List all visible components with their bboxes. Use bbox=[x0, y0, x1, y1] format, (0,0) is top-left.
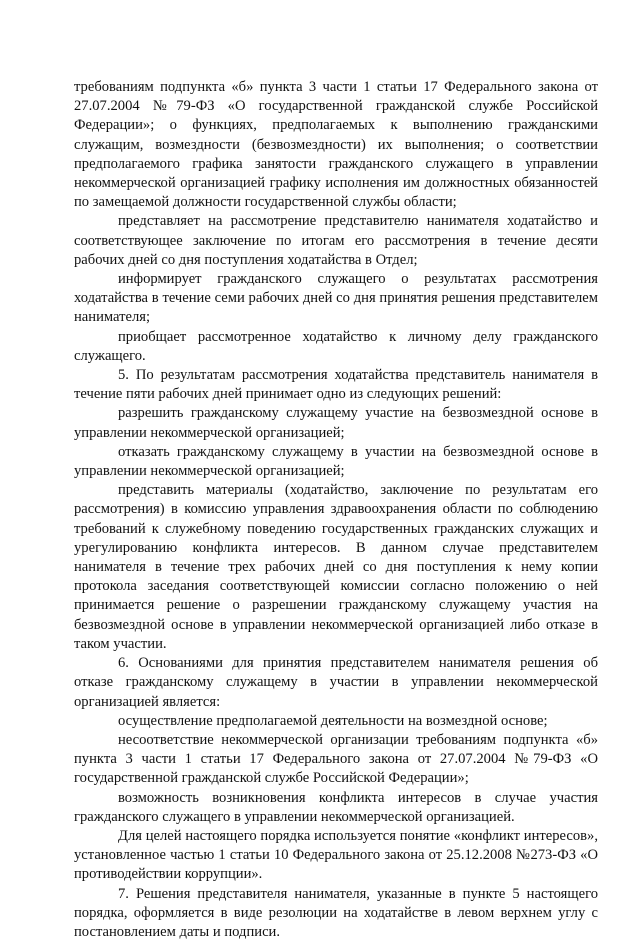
paragraph-nonconformity: несоответствие некоммерческой организации требованиям подпункта «б» пункта 3 части 1 статьи 17 Федерального закона от 27.07.2004 №79-ФЗ «О государственной гражданской службе Российской Федерации»; bbox=[74, 731, 598, 787]
paragraph-attaches-to-file: приобщает рассмотренное ходатайство к личному делу гражданского служащего. bbox=[74, 328, 598, 364]
paragraph-submits-petition: представляет на рассмотрение представителю нанимателя ходатайство и соответствующее заключение по итогам его рассмотрения в течение десяти рабочих дней со дня поступления ходатайства в Отдел; bbox=[74, 213, 598, 268]
paragraph-conflict-possibility: возможность возникновения конфликта интересов в случае участия гражданского служащего в управлении некоммерческой организацией. bbox=[74, 789, 598, 825]
paragraph-refer-to-commission: представить материалы (ходатайство, заключение по результатам его рассмотрения) в комиссию управления здравоохранения области по соблюдению требований к служебному поведению государственных гражданских служащих и урегулированию конфликта интересов. В данном случае представителем нанимателя в течение трех рабочих дней со дня поступления к нему копии протокола заседания соответствующей комиссии согласно положению о ней принимается решение о разрешении гражданскому служащему участия на безвозмездной основе в управлении некоммерческой организацией либо отказе в таком участии. bbox=[74, 482, 598, 652]
paragraph-item-7: 7. Решения представителя нанимателя, указанные в пункте 5 настоящего порядка, оформляется в виде резолюции на ходатайстве в левом верхнем углу с постановлением даты и подписи. bbox=[74, 885, 598, 940]
paragraph-item-5: 5. По результатам рассмотрения ходатайства представитель нанимателя в течение пяти рабочих дней принимает одно из следующих решений: bbox=[74, 367, 598, 403]
document-body bbox=[74, 78, 598, 942]
paragraph-permit: разрешить гражданскому служащему участие на безвозмездной основе в управлении некоммерческой организацией; bbox=[74, 405, 598, 441]
paragraph-continuation: требованиям подпункта «б» пункта 3 части 1 статьи 17 Федерального закона от 27.07.2004 №79-ФЗ «О государственной гражданской службе Российской Федерации»; о функциях, предполагаемых к выполнению гражданскими служащим, возмездности (безвозмездности) их выполнения; о соответствии предполагаемого графика занятости гражданского служащего в управлении некоммерческой организацией графику исполнения им должностных обязанностей по замещаемой должности государственной службы области; bbox=[74, 79, 598, 211]
paragraph-item-6: 6. Основаниями для принятия представителем нанимателя решения об отказе гражданскому служащему в участии в управлении некоммерческой организацией является: bbox=[74, 655, 598, 710]
paragraph-conflict-definition: Для целей настоящего порядка используется понятие «конфликт интересов», установленное частью 1 статьи 10 Федерального закона от 25.12.2008 №273-ФЗ «О противодействии коррупции». bbox=[74, 827, 598, 883]
paragraph-informs-employee: информирует гражданского служащего о результатах рассмотрения ходатайства в течение семи рабочих дней со дня принятия решения представителем нанимателя; bbox=[74, 271, 598, 326]
paragraph-refuse: отказать гражданскому служащему в участии на безвозмездной основе в управлении некоммерческой организацией; bbox=[74, 443, 598, 480]
paragraph-paid-basis: осуществление предполагаемой деятельности на возмездной основе; bbox=[118, 712, 548, 729]
